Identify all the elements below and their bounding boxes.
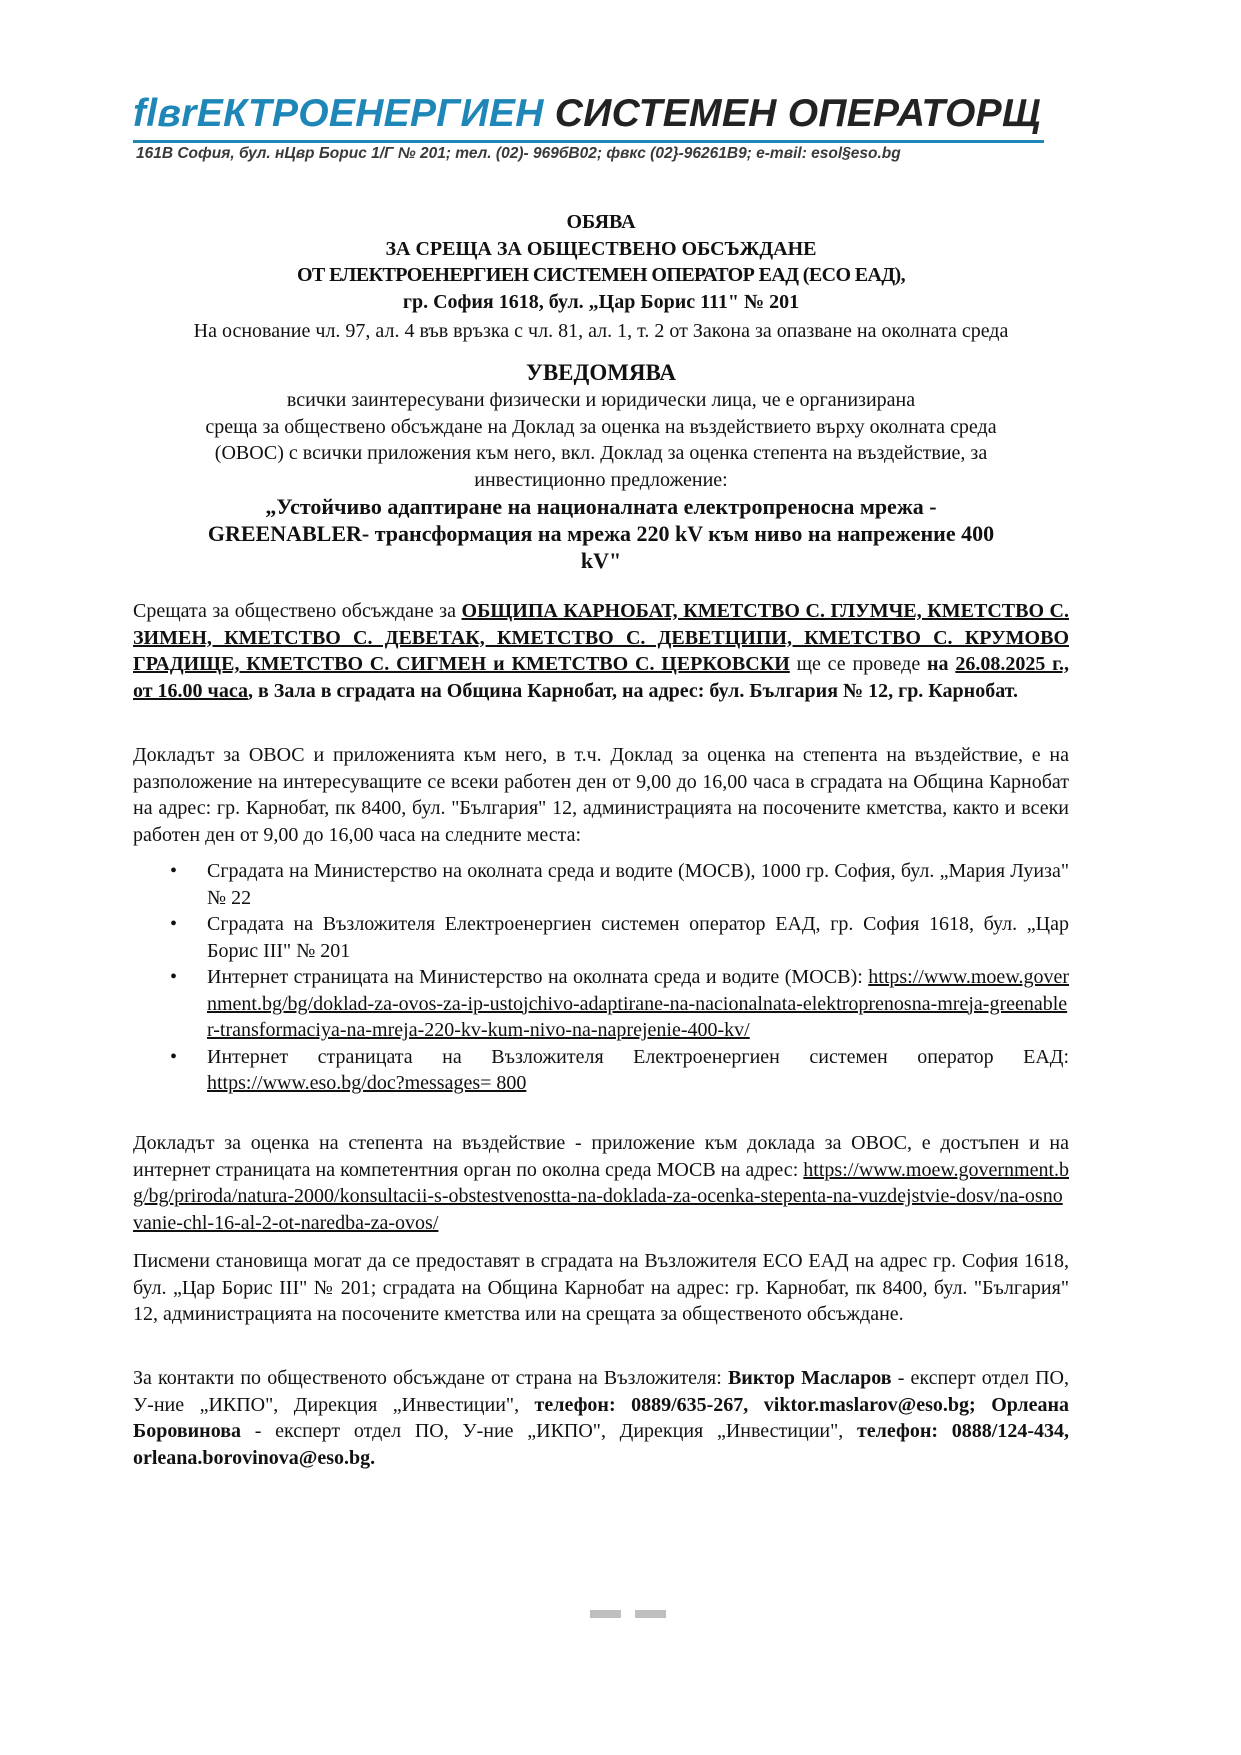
intro-paragraph [133,387,1069,493]
contact-role-2: - експерт отдел ПО, У-ние „ИКПО", Дирекция „Инвестиции", [241,1420,857,1442]
intro-line-1: всички заинтересувани физически и юридически лица, че е организирана [286,389,916,411]
availability-text: Докладът за оценка на степента на въздействие - приложение към доклада за ОВОС, е достъпен и на интернет страницата на компетентния орган по околна среда МОСВ на адрес: [133,1132,1069,1181]
bullet-icon: • [170,860,178,882]
bullet-icon: • [170,966,178,988]
project-line-3: kV" [580,548,622,573]
notify-title: УВЕДОМЯВА [525,360,677,385]
moew-report-link[interactable]: https://www.moew.government.bg/bg/doklad-za-ovos-za-ip-ustojchivo-adaptirane-na-nacionalnata-elektroprenosna-mreja-greenabler-transformaciya-na-mreja-220-kv-kum-nivo-na-naprejenie-400-kv/ [207,966,1069,1041]
meeting-paragraph [133,598,1069,704]
natura-link[interactable]: https://www.moew.government.bg/bg/priroda/natura-2000/konsultacii-s-obstestvenostta-na-doklada-za-ocenka-stepenta-na-vuzdejstvie-dosv/na-osnovanie-chl-16-al-2-ot-naredba-za-ovos/ [133,1158,1069,1234]
list-item [170,911,1069,964]
meeting-on: на [927,653,956,675]
report-paragraph: Докладът за ОВОС и приложенията към него, в т.ч. Доклад за оценка на степента на въздействие, е на разположение на интересуващите се всеки работен ден от 9,00 до 16,00 часа в сградата на Община Карнобат на адрес: гр. Карнобат, пк 8400, бул. "България" 12, администрацията на посочените кметства, както и всеки работен ден от 9,00 до 16,00 часа на следните места: [133,744,1069,846]
meeting-middle: ще се проведе [789,653,928,675]
list-item [170,964,1069,1044]
bullet-icon: • [170,1045,178,1068]
contact-role-1: - експерт отдел ПО, У-ние „ИКПО", Дирекция „Инвестиции", [133,1367,1069,1416]
letterhead-title [133,94,1053,133]
meeting-location: , в Зала в сградата на Община Карнобат, на адрес: бул. България № 12, гр. Карнобат. [247,679,1018,702]
contacts-prefix: За контакти по общественото обсъждане от страна на Възложителя: [133,1367,728,1389]
contacts-paragraph [133,1365,1069,1471]
contact-phone-label-1: телефон: [534,1393,616,1416]
footer-mark [590,1610,621,1618]
list-item [170,858,1069,911]
contact-name-1: Виктор Масларов [727,1367,892,1389]
heading-line-3: ОТ ЕЛЕКТРОЕНЕРГИЕН СИСТЕМЕН ОПЕРАТОР ЕАД (ЕСО ЕАД), [296,264,906,286]
written-opinions-paragraph: Писмени становища могат да се предоставят в сградата на Възложителя ЕСО ЕАД на адрес гр. София 1618, бул. „Цар Борис III" № 201; сградата на Община Карнобат на адрес: гр. Карнобат, пк 8400, бул. "България" 12, администрацията на посочените кметства или на срещата за общественото обсъждане. [133,1250,1069,1325]
letterhead-title-part2: СИСТЕМЕН ОПЕРАТОРЩ [543,92,1041,135]
contact-phone-1: 0889/635-267, viktor.maslarov@eso.bg; [615,1393,976,1416]
heading-line-2: ЗА СРЕЩА ЗА ОБЩЕСТВЕНО ОБСЪЖДАНЕ [385,237,817,260]
bullet-text-4: Интернет страницата на Възложителя Електроенергиен системен оператор ЕАД: [207,1045,1069,1068]
project-title [133,493,1069,574]
project-line-2: GREENABLER- трансформация на мрежа 220 kV към ниво на напрежение 400 [207,521,995,546]
letterhead-rule [133,140,1044,143]
letterhead-address: 161В София, бул. нЦвр Борис 1/Г № 201; тел. (02)- 969бВ02; фвкс (02}-96261В9; e-mвil: esol§eso.bg [136,145,901,162]
intro-line-4: инвестиционно предложение: [474,468,728,491]
bullet-text-1: Сградата на Министерство на околната среда и водите (МОСВ), 1000 гр. София, бул. „Мария Луиза" № 22 [207,860,1069,909]
project-line-1: „Устойчиво адаптиране на националната електропреносна мрежа - [265,494,937,519]
meeting-places: ОБЩИПА КАРНОБАТ, КМЕТСТВО С. ГЛУМЧЕ, КМЕТСТВО С. ЗИМЕН, КМЕТСТВО С. ДЕВЕТАК, КМЕТСТВО С. ДЕВЕТЦИПИ, КМЕТСТВО С. КРУМОВО ГРАДИЩЕ, КМЕТСТВО С. СИГМЕН и КМЕТСТВО С. ЦЕРКОВСКИ [133,600,1069,675]
heading-line-4: гр. София 1618, бул. „Цар Борис 111" № 201 [402,290,800,313]
contact-name-2: Орлеана Боровинова [133,1393,1069,1442]
eso-link[interactable]: https://www.eso.bg/doc?messages= 800 [207,1072,527,1094]
page-footer-marks [590,1610,670,1620]
meeting-prefix: Срещата за обществено обсъждане за [133,600,462,622]
contact-sep [976,1394,991,1416]
contact-phone-label-2: телефон: [856,1420,939,1442]
heading-line-1: ОБЯВА [566,211,636,233]
footer-mark [635,1610,666,1618]
contact-phone-2: 0888/124-434, orleana.borovinova@eso.bg. [133,1420,1069,1469]
legal-basis: На основание чл. 97, ал. 4 във връзка с чл. 81, ал. 1, т. 2 от Закона за опазване на околната среда [193,320,1009,342]
meeting-date: 26.08.2025 г., от 16.00 часа [133,653,1069,702]
list-item [170,1044,1069,1097]
locations-list [170,858,1069,1097]
intro-line-3: (ОВОС) с всички приложения към него, вкл. Доклад за оценка степента на въздействие, за [214,442,988,464]
bullet-text-2: Сградата на Възложителя Електроенергиен системен оператор ЕАД, гр. София 1618, бул. „Цар Борис III" № 201 [207,913,1069,962]
availability-paragraph [133,1130,1069,1236]
bullet-text-3: Интернет страницата на Министерство на околната среда и водите (МОСВ): [207,966,869,988]
bullet-icon: • [170,913,178,935]
letterhead-title-part1: flвrЕКТРОЕНЕРГИЕН [133,92,544,135]
intro-line-2: среща за обществено обсъждане на Доклад за оценка на въздействието върху околната среда [205,415,997,438]
announcement-heading [133,209,1069,315]
